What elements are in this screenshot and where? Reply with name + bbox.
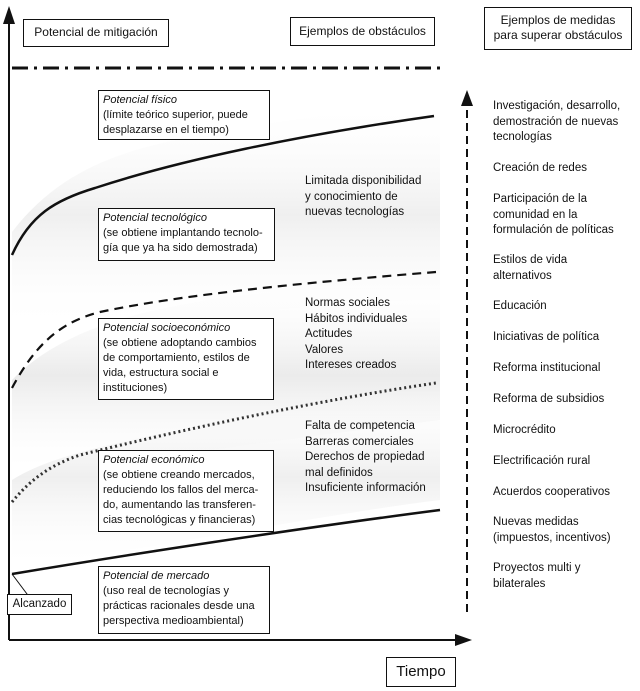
potential-economic-desc: (se obtiene creando mercados, reduciendo los fallos del merca- do, aumentando las transferen- cias tecnológicas y financieras) xyxy=(103,469,259,526)
measure-item: Acuerdos cooperativos xyxy=(493,486,610,498)
potential-technological-desc: (se obtiene implantando tecnolo- gía que ya ha sido demostrada) xyxy=(103,227,263,254)
measure-item: Educación xyxy=(493,300,547,312)
header-mitigation-text: Potencial de mitigación xyxy=(34,25,158,39)
measures-arrow-head xyxy=(461,90,473,106)
obstacle-item: y conocimiento de xyxy=(305,190,398,203)
measure-item: Estilos de vida alternativos xyxy=(493,254,568,282)
reached-box xyxy=(7,594,72,615)
obstacle-item: Hábitos individuales xyxy=(305,312,408,325)
x-axis-arrow xyxy=(455,634,472,646)
potential-market-box xyxy=(98,566,270,634)
potential-socioeconomic-box xyxy=(98,318,274,400)
header-measures-text: Ejemplos de medidas para superar obstáculos xyxy=(493,13,623,42)
measure-item: Microcrédito xyxy=(493,424,556,436)
header-measures xyxy=(484,7,632,50)
measure-item: Reforma institucional xyxy=(493,362,601,374)
potential-physical-desc: (límite teórico superior, puede desplazarse en el tiempo) xyxy=(103,109,248,136)
obstacle-item: Derechos de propiedad xyxy=(305,451,425,463)
potential-socioeconomic-title: Potencial socioeconómico xyxy=(103,322,231,334)
obstacle-item: Normas sociales xyxy=(305,297,390,309)
measure-item: Creación de redes xyxy=(493,162,587,174)
obstacle-item: nuevas tecnologías xyxy=(305,206,405,218)
header-mitigation xyxy=(23,19,169,47)
potential-economic-box xyxy=(98,450,274,532)
potential-physical-title: Potencial físico xyxy=(103,94,177,106)
obstacle-item: Limitada disponibilidad xyxy=(305,175,422,187)
potential-market-desc: (uso real de tecnologías y prácticas racionales desde una perspectiva medioambiental) xyxy=(103,585,255,627)
header-obstacles-text: Ejemplos de obstáculos xyxy=(299,24,426,38)
y-axis-arrow xyxy=(3,6,15,24)
obstacle-item: Falta de competencia xyxy=(305,420,415,432)
reached-label: Alcanzado xyxy=(12,598,67,610)
potential-socioeconomic-desc: (se obtiene adoptando cambios de comportamiento, estilos de vida, estructura social e instituciones) xyxy=(103,337,257,394)
obstacle-item: Actitudes xyxy=(305,328,353,340)
potential-technological-box xyxy=(98,208,275,261)
obstacle-item: Valores xyxy=(305,343,344,356)
header-obstacles xyxy=(290,17,435,46)
potential-market-title: Potencial de mercado xyxy=(103,570,210,582)
obstacle-item: Barreras comerciales xyxy=(305,435,414,448)
potential-physical-box xyxy=(98,90,270,140)
obstacle-item: mal definidos xyxy=(305,466,373,479)
time-axis-label-text: Tiempo xyxy=(396,663,446,680)
obstacle-item: Insuficiente información xyxy=(305,482,426,494)
measure-item: Nuevas medidas (impuestos, incentivos) xyxy=(493,516,611,544)
obstacles-group-social xyxy=(305,296,407,374)
measure-item: Iniciativas de política xyxy=(493,331,600,343)
measure-item: Investigación, desarrollo, demostración de nuevas tecnologías xyxy=(493,100,621,143)
measure-item: Electrificación rural xyxy=(493,455,591,467)
potential-economic-title: Potencial económico xyxy=(103,454,205,466)
measure-item: Reforma de subsidios xyxy=(493,393,605,405)
obstacles-group-technology xyxy=(305,174,421,221)
obstacle-item: Intereses creados xyxy=(305,359,397,371)
time-axis-label xyxy=(386,657,456,687)
potential-technological-title: Potencial tecnológico xyxy=(103,212,207,224)
measure-item: Participación de la comunidad en la formulación de políticas xyxy=(493,193,614,236)
measure-item: Proyectos multi y bilaterales xyxy=(493,562,581,590)
obstacles-group-economic xyxy=(305,419,426,497)
